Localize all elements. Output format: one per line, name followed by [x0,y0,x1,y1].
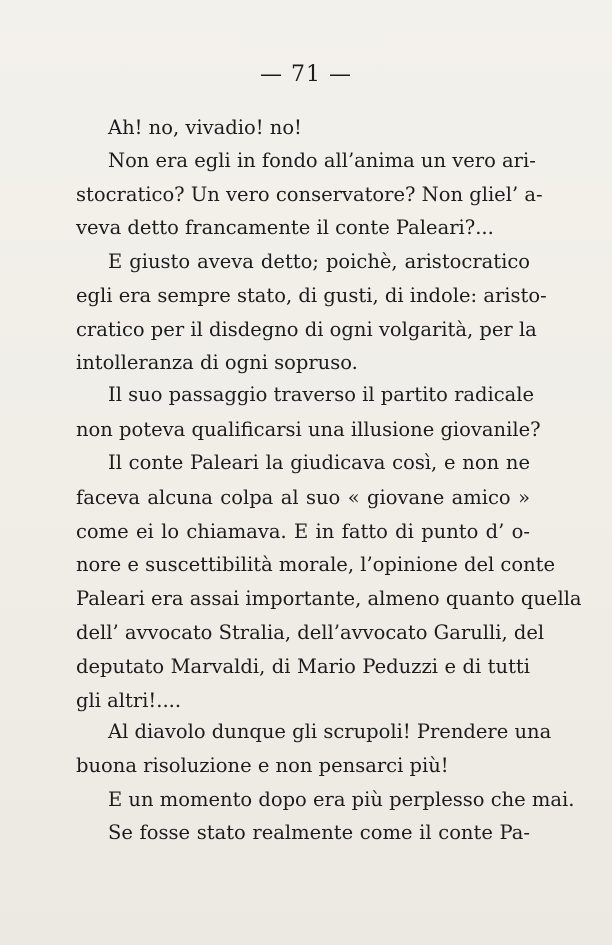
text-line: E un momento dopo era più perplesso che mai. [108,788,575,811]
text-line: Ah! no, vivadio! no! [108,116,302,139]
text-line: non poteva qualificarsi una illusione giovanile? [76,418,541,441]
page-number: — 71 — [260,62,352,87]
text-line: Al diavolo dunque gli scrupoli! Prendere una [108,720,552,743]
text-line: gli altri!.... [76,689,182,712]
text-line: faceva alcuna colpa al suo « giovane amico » [76,486,530,509]
text-line: Se fosse stato realmente come il conte Pa- [108,821,530,844]
text-line: nore e suscettibilità morale, l’opinione del conte [76,553,556,576]
text-line: stocratico? Un vero conservatore? Non gliel’ a- [76,183,543,206]
text-line: veva detto francamente il conte Paleari?... [76,216,494,239]
text-line: Il conte Paleari la giudicava così, e non ne [108,451,530,474]
text-line: deputato Marvaldi, di Mario Peduzzi e di tutti [76,655,530,678]
text-line: come ei lo chiamava. E in fatto di punto d’ o- [76,520,530,543]
text-line: E giusto aveva detto; poichè, aristocratico [108,250,530,273]
text-line: dell’ avvocato Stralia, dell’avvocato Garulli, del [76,621,545,644]
text-line: Non era egli in fondo all’anima un vero ari- [108,149,536,172]
text-line: egli era sempre stato, di gusti, di indole: aristo- [76,284,547,307]
text-line: buona risoluzione e non pensarci più! [76,754,449,777]
text-line: Paleari era assai importante, almeno quanto quella [76,587,582,610]
text-line: Il suo passaggio traverso il partito radicale [108,383,535,406]
text-line: cratico per il disdegno di ogni volgarità, per la [76,318,537,341]
text-line: intolleranza di ogni sopruso. [76,351,358,374]
